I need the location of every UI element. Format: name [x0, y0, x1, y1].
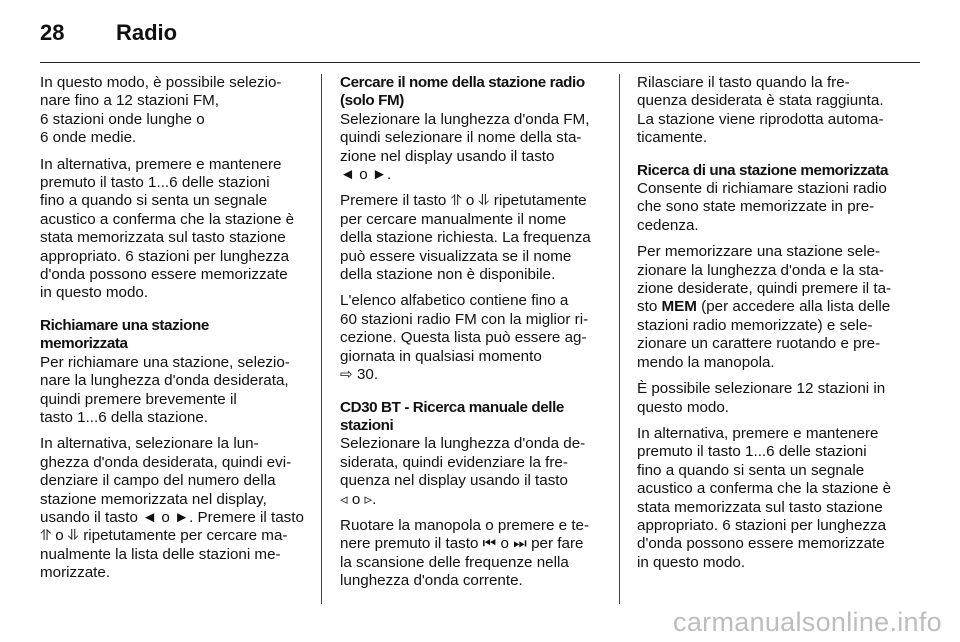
paragraph: In alternativa, selezionare la lun- ghezza d'onda desiderata, quindi evi- denziare il campo del numero della stazione memorizzata nel display, usando il tasto ◄ o ►. Premere il tasto ⥣ o ⥥ ripetutamente per cercare ma- nualmente la lista delle stazioni me- morizzate. — [40, 435, 304, 582]
page-number: 28 — [40, 20, 65, 45]
paragraph: Ruotare la manopola o premere e te- nere premuto il tasto ⏮ o ⏭ per fare la scansione delle frequenze nella lunghezza d'onda corrente. — [340, 516, 590, 590]
mem-key-label: MEM — [661, 298, 697, 316]
page-header — [40, 18, 920, 63]
section-heading: Cercare il nome della stazione radio (solo FM) — [340, 74, 585, 110]
paragraph — [637, 243, 903, 372]
section-heading: Richiamare una stazione memorizzata — [40, 316, 209, 353]
section-heading: CD30 BT - Ricerca manuale delle stazioni — [340, 398, 564, 434]
paragraph: Per richiamare una stazione, selezio- nare la lunghezza d'onda desiderata, quindi premere brevemente il tasto 1...6 della stazione. — [40, 353, 290, 426]
text-span: (per accedere alla lista delle stazioni radio memorizzate) e sele- zionare un carattere ruotando e pre- mendo la manopola. — [637, 298, 891, 371]
page-title: Radio — [116, 20, 178, 45]
paragraph: È possibile selezionare 12 stazioni in questo modo. — [637, 380, 886, 416]
paragraph: In alternativa, premere e mantenere premuto il tasto 1...6 delle stazioni fino a quando si senta un segnale acustico a conferma che la stazione è stata memorizzata sul tasto stazione appropriato. 6 stazioni per lunghezza d'onda possono essere memorizzate in questo modo. — [40, 155, 295, 302]
paragraph: Selezionare la lunghezza d'onda FM, quindi selezionare il nome della sta- zione nel display usando il tasto ◄ o ►. — [340, 110, 590, 184]
paragraph: In alternativa, premere e mantenere premuto il tasto 1...6 delle stazioni fino a quando si senta un segnale acustico a conferma che la stazione è stata memorizzata sul tasto stazione appropriato. 6 stazioni per lunghezza d'onda possono essere memorizzate in questo modo. — [637, 424, 892, 571]
watermark: carmanualsonline.info — [673, 607, 942, 637]
paragraph: Selezionare la lunghezza d'onda de- siderata, quindi evidenziare la fre- quenza nel display usando il tasto ◃ o ▹. — [340, 435, 586, 508]
paragraph: Rilasciare il tasto quando la fre- quenza desiderata è stata raggiunta. La stazione viene riprodotta automa- ticamente. — [637, 74, 884, 147]
paragraph: L'elenco alfabetico contiene fino a 60 stazioni radio FM con la miglior ri- cezione. Questa lista può essere ag- giornata in qualsiasi momento ⇨ 30. — [340, 292, 589, 384]
paragraph: Consente di richiamare stazioni radio che sono state memorizzate in pre- cedenza. — [637, 180, 887, 234]
column-3 — [637, 74, 903, 580]
text-span: Per memorizzare una stazione sele- zionare la lunghezza d'onda e la sta- zione desiderate, quindi premere il ta- sto — [637, 243, 892, 316]
section-heading: Ricerca di una stazione memorizzata — [637, 161, 889, 179]
paragraph: Premere il tasto ⥣ o ⥥ ripetutamente per cercare manualmente il nome della stazione richiesta. La frequenza può essere visualizzata se il nome della stazione non è disponibile. — [340, 192, 591, 284]
paragraph: In questo modo, è possibile selezio- nare fino a 12 stazioni FM, 6 stazioni onde lunghe o 6 onde medie. — [40, 74, 282, 147]
column-divider-2 — [619, 74, 620, 604]
column-2 — [340, 74, 608, 599]
column-divider-1 — [321, 74, 322, 604]
column-1 — [40, 74, 312, 591]
